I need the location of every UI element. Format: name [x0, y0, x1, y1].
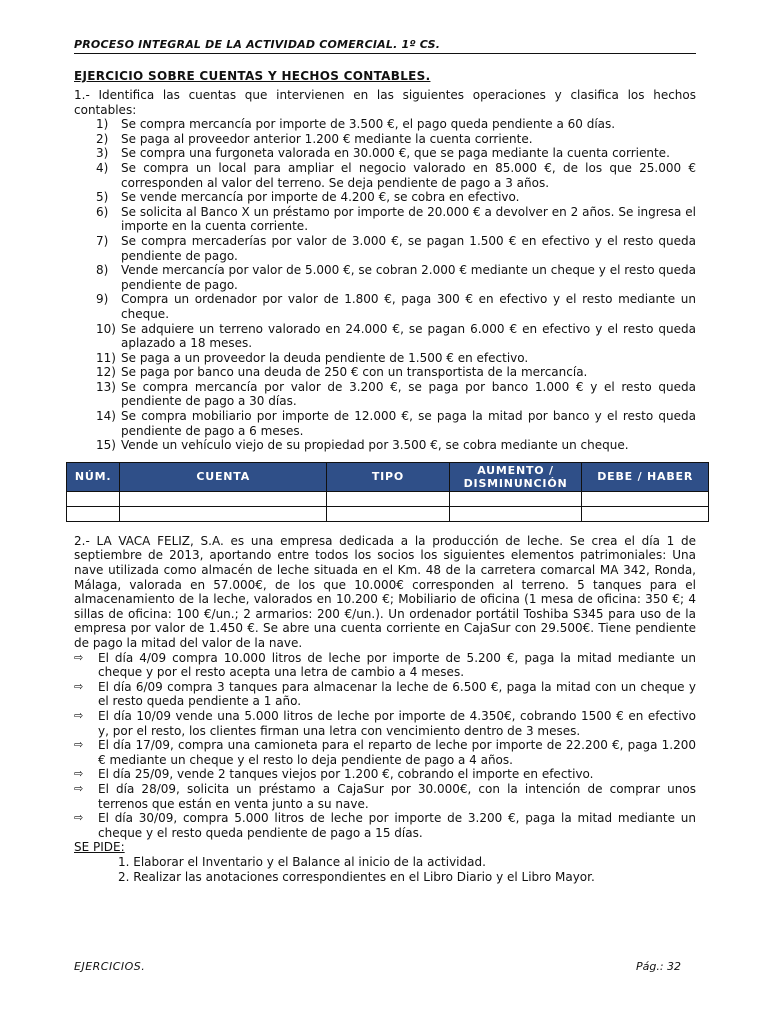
- operation-number: 12): [96, 365, 116, 380]
- column-header-cuenta: CUENTA: [120, 462, 327, 491]
- operation-item: [96, 409, 696, 438]
- operation-text: Se compra mercancía por importe de 3.500 €, el pago queda pendiente a 60 días.: [121, 117, 616, 132]
- table-cell[interactable]: [67, 506, 120, 521]
- operation-item: [96, 117, 696, 132]
- arrow-right-icon: ⇨: [74, 767, 84, 781]
- table-cell[interactable]: [327, 491, 450, 506]
- operation-text: Compra un ordenador por valor de 1.800 €, paga 300 € en efectivo y el resto mediante un cheque.: [121, 292, 696, 321]
- operation-number: 11): [96, 350, 116, 365]
- table-cell[interactable]: [449, 506, 582, 521]
- arrow-right-icon: ⇨: [74, 679, 84, 693]
- event-item: [74, 680, 696, 709]
- event-text: El día 10/09 vende una 5.000 litros de leche por importe de 4.350€, cobrando 1500 € en efectivo y, por el resto, los clientes firman una letra con vencimiento dentro de 3 meses.: [98, 708, 696, 738]
- arrow-right-icon: ⇨: [74, 708, 84, 722]
- operation-text: Se compra un local para ampliar el negocio valorado en 85.000 €, de los que 25.000 € corresponden al valor del terreno. Se deja pendiente de pago a 3 años.: [121, 160, 696, 190]
- event-item: [74, 709, 696, 738]
- operation-text: Se compra mercaderías por valor de 3.000 €, se pagan 1.500 € en efectivo y el resto queda pendiente de pago.: [121, 233, 696, 263]
- event-item: [74, 782, 696, 811]
- table-cell[interactable]: [120, 506, 327, 521]
- operation-text: Vende mercancía por valor de 5.000 €, se cobran 2.000 € mediante un cheque y el resto queda pendiente de pago.: [121, 263, 696, 292]
- event-item: [74, 651, 696, 680]
- operation-item: [96, 190, 696, 205]
- events-list: [74, 651, 696, 841]
- operation-item: [96, 351, 696, 366]
- operation-item: [96, 438, 696, 453]
- exercise-title: EJERCICIO SOBRE CUENTAS Y HECHOS CONTABLES.: [74, 69, 431, 83]
- event-text: El día 4/09 compra 10.000 litros de leche por importe de 5.200 €, paga la mitad mediante un cheque y por el resto acepta una letra de cambio a 4 meses.: [98, 650, 696, 680]
- arrow-right-icon: ⇨: [74, 781, 84, 795]
- se-pide-heading: SE PIDE:: [74, 840, 125, 855]
- table-cell[interactable]: [582, 491, 709, 506]
- operation-number: 5): [96, 190, 109, 205]
- operation-item: [96, 365, 696, 380]
- operation-text: Se solicita al Banco X un préstamo por importe de 20.000 € a devolver en 2 años. Se ingresa el importe en la cuenta corriente.: [121, 204, 696, 234]
- operation-number: 1): [96, 117, 109, 132]
- table-row: [67, 491, 709, 506]
- column-header-num: NÚM.: [67, 462, 120, 491]
- table-cell[interactable]: [120, 491, 327, 506]
- operation-number: 4): [96, 160, 109, 175]
- operation-number: 10): [96, 321, 116, 336]
- event-item: [74, 767, 696, 782]
- table-header-row: [67, 462, 709, 491]
- column-header-tipo: TIPO: [327, 462, 450, 491]
- arrow-right-icon: ⇨: [74, 650, 84, 664]
- page-number: Pág.: 32: [636, 960, 682, 973]
- event-text: El día 17/09, compra una camioneta para el reparto de leche por importe de 22.200 €, paga 1.200 € mediante un cheque y el resto lo deja pendiente de pago a 4 años.: [98, 738, 696, 767]
- operation-number: 14): [96, 409, 116, 424]
- operation-item: [96, 161, 696, 190]
- table-cell[interactable]: [449, 491, 582, 506]
- arrow-right-icon: ⇨: [74, 811, 84, 825]
- table-cell[interactable]: [67, 491, 120, 506]
- operation-number: 9): [96, 292, 109, 307]
- operation-text: Vende un vehículo viejo de su propiedad por 3.500 €, se cobra mediante un cheque.: [121, 438, 629, 453]
- event-item: [74, 738, 696, 767]
- operation-number: 13): [96, 379, 116, 394]
- table-cell[interactable]: [327, 506, 450, 521]
- operation-text: Se paga por banco una deuda de 250 € con un transportista de la mercancía.: [121, 365, 588, 380]
- operation-item: [96, 132, 696, 147]
- tasks-list: [74, 855, 696, 884]
- event-text: El día 6/09 compra 3 tanques para almacenar la leche de 6.500 €, paga la mitad con un cheque y el resto queda pendiente a 1 año.: [98, 679, 696, 709]
- column-header-aumento-disminucion: AUMENTO / DISMINUNCIÓN: [449, 462, 582, 491]
- operation-number: 7): [96, 233, 109, 248]
- column-header-debe-haber: DEBE / HABER: [582, 462, 709, 491]
- arrow-right-icon: ⇨: [74, 738, 84, 752]
- event-text: El día 28/09, solicita un préstamo a CajaSur por 30.000€, con la intención de comprar unos terrenos que están en venta junto a su nave.: [98, 781, 696, 811]
- operation-text: Se paga al proveedor anterior 1.200 € mediante la cuenta corriente.: [121, 131, 533, 146]
- operation-text: Se compra una furgoneta valorada en 30.000 €, que se paga mediante la cuenta corriente.: [121, 146, 670, 161]
- section1-intro: 1.- Identifica las cuentas que intervienen en las siguientes operaciones y clasifica los hechos contables:: [74, 88, 696, 117]
- footer-label: EJERCICIOS.: [74, 960, 146, 973]
- operation-number: 3): [96, 146, 109, 161]
- operation-text: Se vende mercancía por importe de 4.200 €, se cobra en efectivo.: [121, 190, 520, 205]
- operation-item: [96, 322, 696, 351]
- operation-text: Se adquiere un terreno valorado en 24.000 €, se pagan 6.000 € en efectivo y el resto queda aplazado a 18 meses.: [121, 321, 696, 351]
- table-row: [67, 506, 709, 521]
- accounts-table: [66, 462, 709, 522]
- event-text: El día 25/09, vende 2 tanques viejos por 1.200 €, cobrando el importe en efectivo.: [98, 767, 594, 782]
- task-item: 2. Realizar las anotaciones correspondientes en el Libro Diario y el Libro Mayor.: [118, 869, 595, 884]
- operation-number: 15): [96, 438, 116, 453]
- operation-item: [96, 292, 696, 321]
- task-item: 1. Elaborar el Inventario y el Balance al inicio de la actividad.: [118, 854, 486, 869]
- operation-number: 2): [96, 131, 109, 146]
- operation-item: [96, 234, 696, 263]
- operation-text: Se paga a un proveedor la deuda pendiente de 1.500 € en efectivo.: [121, 350, 529, 365]
- operation-item: [96, 205, 696, 234]
- operation-item: [96, 146, 696, 161]
- operation-number: 6): [96, 204, 109, 219]
- document-page: [74, 38, 696, 884]
- event-item: [74, 811, 696, 840]
- event-text: El día 30/09, compra 5.000 litros de leche por importe de 3.200 €, paga la mitad mediante un cheque y el resto queda pendiente de pago a 15 días.: [98, 811, 696, 840]
- operation-item: [96, 263, 696, 292]
- section2-intro: 2.- LA VACA FELIZ, S.A. es una empresa dedicada a la producción de leche. Se crea el día 1 de septiembre de 2013, aportando entre todos los socios los siguientes elementos patrimoniales: Una nave utilizada como almacén de leche situada en el Km. 48 de la carretera comarcal MA 342, Ronda, Málaga, valorada en 57.000€, de los que 10.000€ corresponden al terreno. 5 tanques para el almacenamiento de la leche, valorados en 10.200 €; Mobiliario de oficina (1 mesa de oficina: 350 €; 4 sillas de oficina: 100 €/un.; 2 armarios: 200 €/un.). Un ordenador portátil Toshiba S345 para uso de la empresa por valor de 1.450 €. Se abre una cuenta corriente en CajaSur con 29.500€. Tiene pendiente de pago la mitad del valor de la nave.: [74, 533, 696, 650]
- operation-text: Se compra mercancía por valor de 3.200 €, se paga por banco 1.000 € y el resto queda pendiente de pago a 30 días.: [121, 379, 696, 409]
- table-cell[interactable]: [582, 506, 709, 521]
- operations-list: [74, 117, 696, 453]
- page-header-title: PROCESO INTEGRAL DE LA ACTIVIDAD COMERCIAL. 1º CS.: [74, 38, 696, 54]
- operation-item: [96, 380, 696, 409]
- operation-number: 8): [96, 263, 109, 278]
- operation-text: Se compra mobiliario por importe de 12.000 €, se paga la mitad por banco y el resto queda pendiente de pago a 6 meses.: [121, 409, 696, 438]
